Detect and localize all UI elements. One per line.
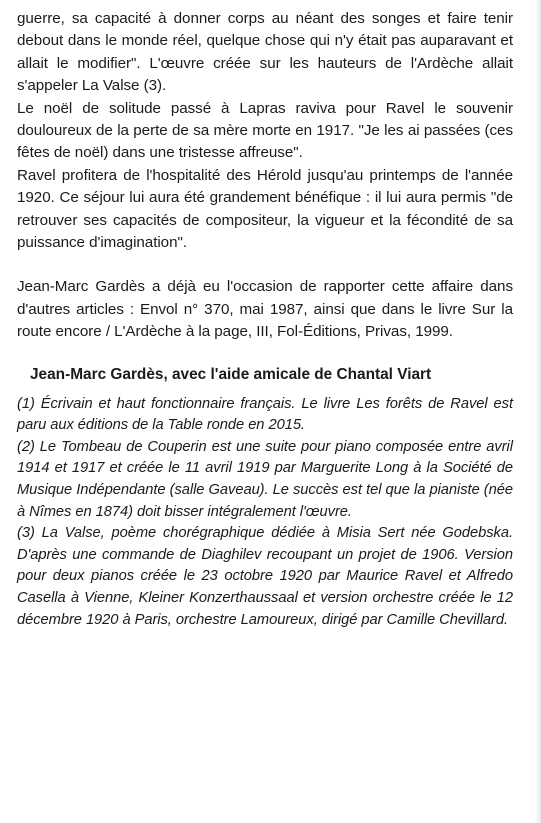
scan-edge-shadow: [535, 0, 541, 823]
body-paragraph-2: Le noël de solitude passé à Lapras raviva pour Ravel le souvenir douloureux de la perte de sa mère morte en 1917. "Je les ai passées (ces fêtes de noël) dans une tristesse affreuse".: [17, 99, 513, 162]
footnote-2: (2) Le Tombeau de Couperin est une suite pour piano composée entre avril 1914 et 1917 et créée le 11 avril 1919 par Marguerite Long à la Société de Musique Indépendante (salle Gaveau). Le succès est tel que la pianiste (née à Nîmes en 1874) doit bisser intégralement l'œuvre.: [17, 438, 513, 520]
body-paragraph-3: Ravel profitera de l'hospitalité des Hérold jusqu'au printemps de l'année 1920. Ce séjour lui aura été grandement bénéfique : il lui aura permis "de retrouver ses capacités de compositeur, la vigueur et la fécondité de sa puissance d'imagination".: [17, 166, 513, 252]
footnote-3: (3) La Valse, poème chorégraphique dédiée à Misia Sert née Godebska. D'après une commande de Diaghilev recoupant un projet de 1906. Version pour deux pianos créée le 23 octobre 1920 par Maurice Ravel et Alfredo Casella à Vienne, Kleiner Konzerthaussaal et version orchestre créée le 12 décembre 1920 à Paris, orchestre Lamoureux, dirigé par Camille Chevillard.: [17, 525, 513, 628]
article-body: [17, 0, 513, 344]
author-signature: Jean-Marc Gardès, avec l'aide amicale de Chantal Viart: [30, 365, 432, 383]
body-paragraph-4: Jean-Marc Gardès a déjà eu l'occasion de rapporter cette affaire dans d'autres articles : Envol n° 370, mai 1987, ainsi que dans le livre Sur la route encore / L'Ardèche à la page, III, Fol-Éditions, Privas, 1999.: [17, 278, 513, 341]
footnotes: [17, 394, 513, 632]
article-page: [17, 0, 513, 631]
footnote-1: (1) Écrivain et haut fonctionnaire français. Le livre Les forêts de Ravel est paru aux éditions de la Table ronde en 2015.: [17, 395, 513, 434]
body-paragraph-1: guerre, sa capacité à donner corps au néant des songes et faire tenir debout dans le monde réel, quelque chose qui n'y était pas auparavant et allait le modifier". L'œuvre créée sur les hauteurs de l'Ardèche allait s'appeler La Valse (3).: [17, 10, 513, 95]
paragraph-spacer: [17, 254, 513, 276]
